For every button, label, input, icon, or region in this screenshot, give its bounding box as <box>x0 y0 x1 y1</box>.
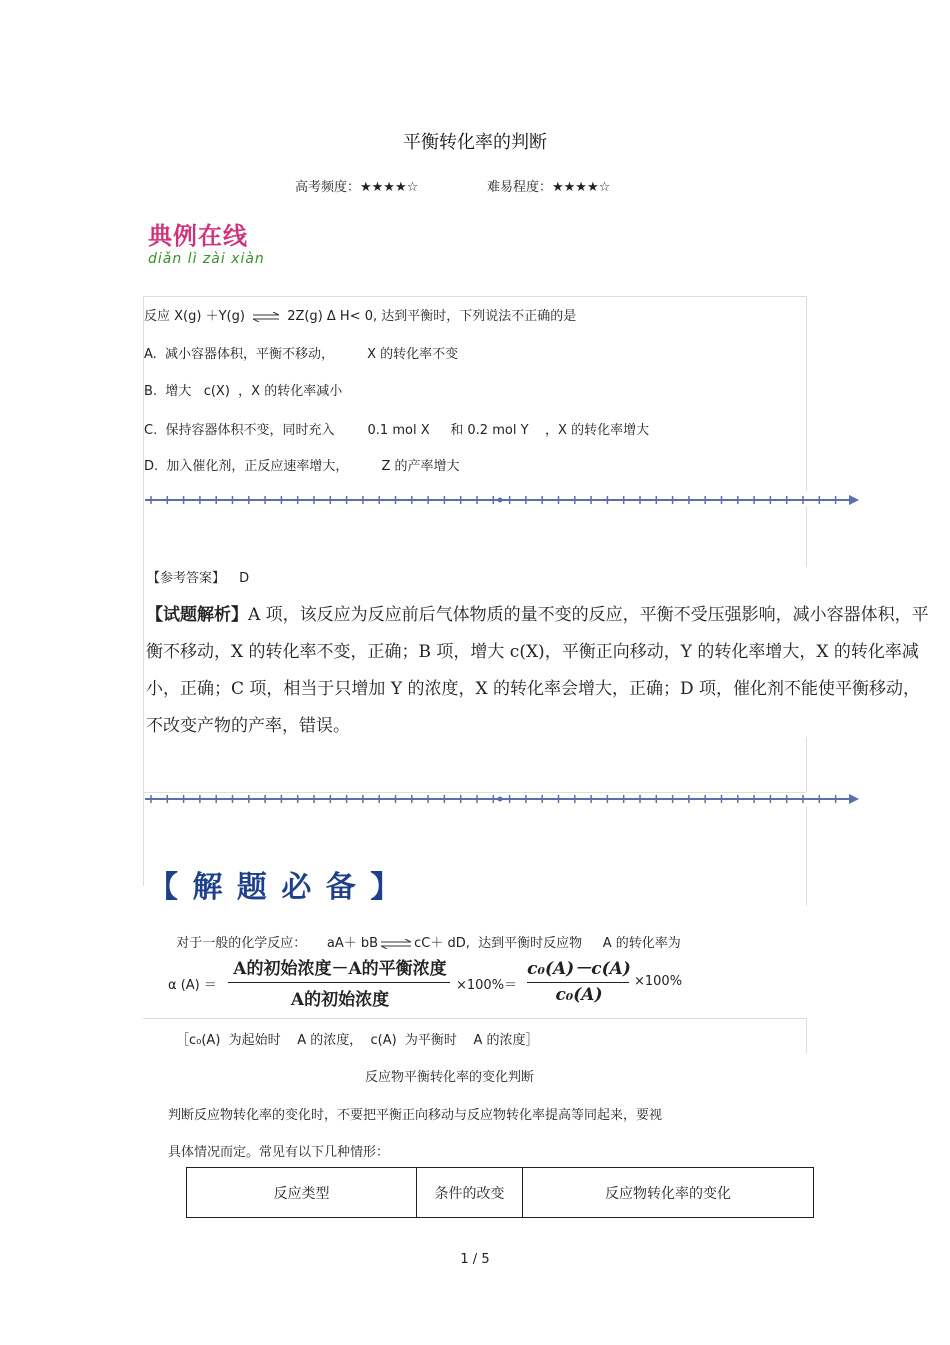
conversion-table <box>186 1167 814 1218</box>
stem-prefix: 反应 X(g) ＋Y(g) <box>144 309 245 324</box>
divider-arrow-bottom <box>143 792 863 806</box>
fraction-2-denominator: c₀(A) <box>555 985 603 1005</box>
intro-prefix: 对于一般的化学反应： aA＋ bB <box>176 936 379 951</box>
general-intro <box>168 917 681 951</box>
fraction-2-numerator: c₀(A)－c(A) <box>527 959 631 979</box>
option-b: B. 增大 c(X) ，X 的转化率减小 <box>144 384 343 399</box>
header-condition-change: 条件的改变 <box>417 1168 523 1218</box>
alpha-label: α (A) ＝ <box>168 978 217 993</box>
frequency-rating: 高考频度：★★★★☆ <box>295 180 419 195</box>
box-right-border-2 <box>806 507 807 567</box>
equilibrium-arrow-icon-2 <box>379 939 413 949</box>
question-stem <box>144 305 576 324</box>
answer-value: D <box>239 571 250 586</box>
table-header-row <box>187 1168 814 1218</box>
explanation-text: A 项，该反应为反应前后气体物质的量不变的反应，平衡不受压强影响，减小容器体积，平衡不移动，X 的转化率不变，正确；B 项，增大 c(X)，平衡正向移动，Y 的转化率增大，X 的转化率减小，正确；C 项，相当于只增加 Y 的浓度，X 的转化率会增大，正确；D 项，催化剂不能使平衡移动，不改变产物的产率，错误。 <box>146 605 929 736</box>
option-c: C. 保持容器体积不变，同时充入 0.1 mol X 和 0.2 mol Y ，X 的转化率增大 <box>144 423 650 438</box>
difficulty-rating: 难易程度：★★★★☆ <box>487 180 611 195</box>
header-reaction-type: 反应类型 <box>187 1168 417 1218</box>
box-right-border-4 <box>806 806 807 906</box>
explanation-label: 【试题解析】 <box>146 605 248 625</box>
box-right-border <box>806 296 807 491</box>
paragraph-2: 具体情况而定。常见有以下几种情形： <box>168 1145 390 1160</box>
stem-suffix: 2Z(g) Δ H< 0, 达到平衡时，下列说法不正确的是 <box>287 309 577 324</box>
intro-suffix: cC＋ dD, 达到平衡时反应物 A 的转化率为 <box>414 936 681 951</box>
formula-box-right <box>806 1018 807 1053</box>
fraction-1-bar <box>228 982 450 983</box>
explanation <box>146 597 936 745</box>
concentration-note: ［c₀(A) 为起始时 A 的浓度， c(A) 为平衡时 A 的浓度］ <box>176 1033 539 1048</box>
answer-label: 【参考答案】 <box>147 571 226 586</box>
section-heading: 【 解 题 必 备 】 <box>148 870 403 905</box>
page-number: 1 / 5 <box>460 1252 490 1267</box>
logo-text: 典例在线 <box>148 222 248 250</box>
option-a: A. 减小容器体积，平衡不移动， X 的转化率不变 <box>144 347 459 362</box>
fraction-2-bar <box>527 982 629 983</box>
dianli-zaixian-logo <box>148 222 313 282</box>
box-top-border <box>143 296 806 297</box>
times-100-2: ×100% <box>634 974 683 989</box>
option-d: D. 加入催化剂，正反应速率增大， Z 的产率增大 <box>144 459 460 474</box>
formula-box-border <box>143 1018 806 1019</box>
page-title: 平衡转化率的判断 <box>403 132 547 153</box>
paragraph-1: 判断反应物转化率的变化时，不要把平衡正向移动与反应物转化率提高等同起来，要视 <box>168 1108 663 1123</box>
header-conversion-change: 反应物转化率的变化 <box>523 1168 814 1218</box>
times-100-1: ×100%＝ <box>456 978 518 993</box>
box-right-border-3 <box>806 737 807 792</box>
fraction-1-numerator: A的初始浓度－A的平衡浓度 <box>233 959 447 979</box>
divider-arrow-top <box>143 493 863 507</box>
answer-line <box>147 567 249 586</box>
subheading: 反应物平衡转化率的变化判断 <box>365 1070 535 1085</box>
logo-pinyin: diǎn lì zài xiàn <box>148 251 265 267</box>
fraction-1-denominator: A的初始浓度 <box>290 990 390 1010</box>
equilibrium-arrow-icon <box>251 312 281 322</box>
